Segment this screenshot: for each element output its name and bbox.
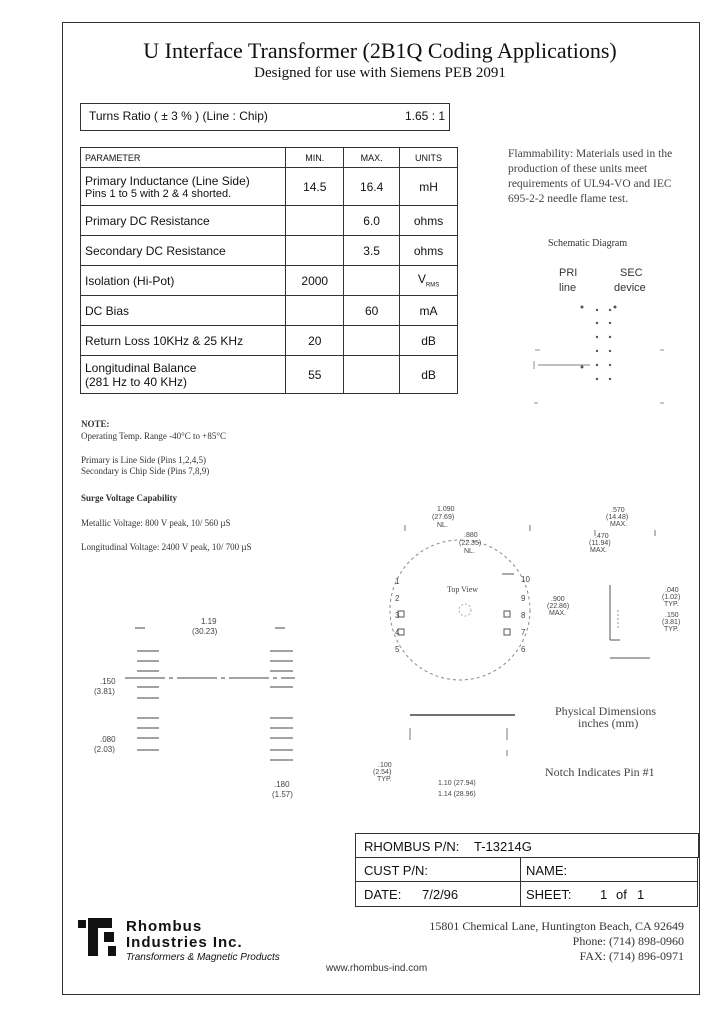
note-heading: NOTE: <box>81 419 110 429</box>
date-label: DATE: <box>364 887 402 902</box>
pin-right-6: 6 <box>521 645 526 654</box>
dim-100-note: TYP. <box>377 776 392 783</box>
note-op-temp: Operating Temp. Range -40°C to +85°C <box>81 431 226 441</box>
dim-119: 1.19 <box>201 617 217 626</box>
bottom-dim-drawing <box>395 710 525 780</box>
row-max: 16.4 <box>344 168 400 206</box>
row-min <box>286 206 344 236</box>
dim-150b: .150 <box>665 612 679 619</box>
row-param: Longitudinal Balance (281 Hz to 40 KHz) <box>81 356 286 394</box>
dim-040-note: TYP. <box>664 601 679 608</box>
dim-880-mm: (22.35) <box>459 540 482 547</box>
table-row <box>81 296 458 326</box>
schematic-title: Schematic Diagram <box>548 238 628 249</box>
company-address: 15801 Chemical Lane, Huntington Beach, CA 92649 <box>429 919 684 933</box>
table-header-row <box>81 148 458 168</box>
row-max <box>344 356 400 394</box>
header-parameter: PARAMETER <box>81 148 286 168</box>
header-min: MIN. <box>286 148 344 168</box>
cust-label: CUST P/N: <box>364 863 429 878</box>
company-name-2: Industries Inc. <box>126 934 243 951</box>
title-block-date <box>355 881 521 907</box>
header-max: MAX. <box>344 148 400 168</box>
dim-900-note: MAX. <box>549 610 567 617</box>
dim-470-mm: (11.94) <box>589 540 611 547</box>
row-units: mH <box>400 168 458 206</box>
company-url[interactable]: www.rhombus-ind.com <box>326 963 428 974</box>
pin-left-4: 4 <box>395 628 400 637</box>
notch-caption: Notch Indicates Pin #1 <box>545 765 655 779</box>
dim-114: 1.14 (28.96) <box>438 791 476 798</box>
row-min: 2000 <box>286 266 344 296</box>
dim-150b-mm: (3.81) <box>662 619 681 626</box>
sheet-value: 1 <box>600 887 608 902</box>
pn-label: RHOMBUS P/N: <box>364 839 460 854</box>
row-param: Primary Inductance (Line Side) Pins 1 to 5 with 2 & 4 shorted. <box>81 168 286 206</box>
row-min: 55 <box>286 356 344 394</box>
company-logo-icon <box>78 918 122 958</box>
row-units: ohms <box>400 236 458 266</box>
schematic-diagram <box>520 295 680 415</box>
dim-570-note: MAX. <box>610 521 628 528</box>
dim-080-mm: (2.03) <box>94 745 115 754</box>
company-fax: FAX: (714) 896-0971 <box>579 949 684 963</box>
pin-left-3: 3 <box>395 611 400 620</box>
dim-040-mm: (1.02) <box>662 594 681 601</box>
dim-caption-1: Physical Dimensions <box>555 704 656 718</box>
dim-880: .880 <box>464 532 478 539</box>
dim-150: .150 <box>100 677 116 686</box>
row-units: mA <box>400 296 458 326</box>
row-units: $V_{RMS}$ <box>400 266 458 296</box>
pin-left-2: 2 <box>395 594 400 603</box>
dim-1090: 1.090 <box>437 506 455 513</box>
row-max: 3.5 <box>344 236 400 266</box>
pin-right-8: 8 <box>521 611 526 620</box>
date-value: 7/2/96 <box>422 887 459 902</box>
pin-left-1: 1 <box>395 577 400 586</box>
sheet-of: of <box>616 887 627 902</box>
row-min: 14.5 <box>286 168 344 206</box>
company-name-1: Rhombus <box>126 918 203 935</box>
dim-470: .470 <box>595 533 609 540</box>
dim-1090-mm: (27.69) <box>432 514 455 521</box>
name-label: NAME: <box>526 863 568 878</box>
dim-180: .180 <box>274 780 290 789</box>
dim-100: .100 <box>378 762 392 769</box>
page-title: U Interface Transformer (2B1Q Coding Applications) <box>143 38 617 63</box>
dim-040: .040 <box>665 587 679 594</box>
title-block-cust <box>355 857 521 882</box>
row-param: Primary DC Resistance <box>81 206 286 236</box>
table-row <box>81 206 458 236</box>
pin-right-10: 10 <box>521 575 530 584</box>
dim-caption-2: inches (mm) <box>578 716 639 730</box>
schematic-pri-sub: line <box>559 282 577 294</box>
table-row <box>81 266 458 296</box>
dim-470-note: MAX. <box>590 547 608 554</box>
dim-150b-note: TYP. <box>664 626 679 633</box>
row-units: dB <box>400 356 458 394</box>
title-block-name <box>520 857 698 882</box>
dim-100-mm: (2.54) <box>373 769 392 776</box>
row-param: Isolation (Hi-Pot) <box>81 266 286 296</box>
row-min <box>286 296 344 326</box>
dim-880-note: NL. <box>464 548 475 555</box>
dim-570: .570 <box>611 507 625 514</box>
turns-ratio-box <box>80 103 450 131</box>
dim-110: 1.10 (27.94) <box>438 780 476 787</box>
page-subtitle: Designed for use with Siemens PEB 2091 <box>254 65 506 81</box>
row-param: Return Loss 10KHz & 25 KHz <box>81 326 286 356</box>
spec-table <box>80 147 458 394</box>
turns-ratio-value: 1.65 : 1 <box>405 109 446 123</box>
note-surge-heading: Surge Voltage Capability <box>81 493 178 503</box>
pin-left-5: 5 <box>395 645 400 654</box>
table-row <box>81 356 458 394</box>
schematic-sec-sub: device <box>614 282 646 294</box>
row-units: dB <box>400 326 458 356</box>
row-param: DC Bias <box>81 296 286 326</box>
note-secondary: Secondary is Chip Side (Pins 7,8,9) <box>81 466 210 476</box>
note-primary: Primary is Line Side (Pins 1,2,4,5) <box>81 455 206 465</box>
note-longitudinal: Longitudinal Voltage: 2400 V peak, 10/ 700 µS <box>81 542 252 552</box>
row-min: 20 <box>286 326 344 356</box>
title-block-sheet <box>520 881 698 907</box>
schematic-sec-label: SEC <box>620 267 643 279</box>
row-units: ohms <box>400 206 458 236</box>
side-view-drawing <box>115 620 315 790</box>
row-max <box>344 266 400 296</box>
row-max <box>344 326 400 356</box>
dim-1090-note: NL. <box>437 522 448 529</box>
pin-right-7: 7 <box>521 628 526 637</box>
sheet-label: SHEET: <box>526 887 572 902</box>
note-metallic: Metallic Voltage: 800 V peak, 10/ 560 µS <box>81 518 231 528</box>
dim-900-mm: (22.86) <box>547 603 570 610</box>
schematic-pri-label: PRI <box>559 267 578 279</box>
sheet-total: 1 <box>637 887 645 902</box>
dim-080: .080 <box>100 735 116 744</box>
pin-right-9: 9 <box>521 594 526 603</box>
pn-value: T-13214G <box>474 839 532 854</box>
dim-150-mm: (3.81) <box>94 687 115 696</box>
top-view-label: Top View <box>447 585 479 594</box>
table-row <box>81 168 458 206</box>
dim-570-mm: (14.48) <box>606 514 629 521</box>
title-block-pn <box>355 833 699 858</box>
header-units: UNITS <box>400 148 458 168</box>
row-param: Secondary DC Resistance <box>81 236 286 266</box>
row-min <box>286 236 344 266</box>
company-phone: Phone: (714) 898-0960 <box>572 934 684 948</box>
table-row <box>81 236 458 266</box>
flammability-text: Flammability: Materials used in the production of these units meet requirements of UL94-VO and IEC 695-2-2 needle flame test. <box>508 148 673 205</box>
company-tagline: Transformers & Magnetic Products <box>126 952 280 963</box>
row-max: 6.0 <box>344 206 400 236</box>
dim-180-mm: (1.57) <box>272 790 293 799</box>
dim-900: .900 <box>551 596 565 603</box>
row-max: 60 <box>344 296 400 326</box>
turns-ratio-label: Turns Ratio ( ± 3 % ) (Line : Chip) <box>89 109 268 123</box>
table-row <box>81 326 458 356</box>
dim-119-mm: (30.23) <box>192 627 218 636</box>
